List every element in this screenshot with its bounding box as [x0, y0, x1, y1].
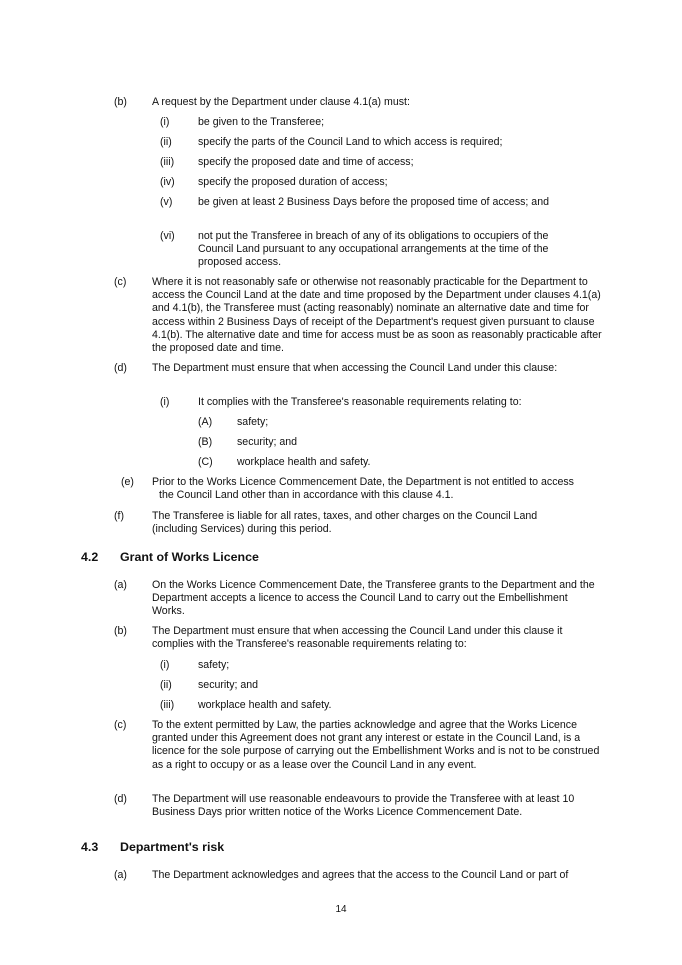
s42-b-iii-label: (iii): [160, 699, 175, 711]
s42-d-label: (d): [114, 793, 127, 805]
clause-f-label: (f): [114, 510, 124, 522]
s42-b-ii-text: security; and: [198, 679, 259, 691]
clause-b-iv-text: specify the proposed duration of access;: [198, 176, 388, 188]
s42-b-text: The Department must ensure that when accessing the Council Land under this clause it complies with the Transferee's reasonable requirements relating to:: [152, 625, 563, 651]
s42-b-label: (b): [114, 625, 127, 637]
s42-c-text: To the extent permitted by Law, the parties acknowledge and agree that the Works Licence granted under this Agreement does not grant any interest or estate in the Council Land, is a licence for the sole purpose of carrying out the Embellishment Works and is not to be construed as a right to occupy or as a lease over the Council Land in any event.: [152, 719, 600, 771]
clause-b-v-label: (v): [160, 196, 173, 208]
clause-d-label: (d): [114, 362, 127, 374]
s42-b-iii-text: workplace health and safety.: [198, 699, 332, 711]
clause-c-text: Where it is not reasonably safe or otherwise not reasonably practicable for the Department to access the Council Land at the date and time proposed by the Department under clauses 4.1(a) and 4.1(b), the Transferee must (acting reasonably) nominate an alternative date and time for access within 2 Business Days of receipt of the Department's request given pursuant to clause 4.1(b). The alternative date and time for access must be as soon as reasonably practicable after the proposed date and time.: [152, 276, 602, 355]
s42-d-text: The Department will use reasonable endeavours to provide the Transferee with at least 10 Business Days prior written notice of the Works Licence Commencement Date.: [152, 793, 575, 819]
clause-f-text: The Transferee is liable for all rates, taxes, and other charges on the Council Land (including Services) during this period.: [152, 510, 538, 536]
s42-a-label: (a): [114, 579, 127, 591]
clause-b-iv-label: (iv): [160, 176, 175, 188]
clause-d-i-B-text: security; and: [237, 436, 298, 448]
clause-b-ii-text: specify the parts of the Council Land to which access is required;: [198, 136, 503, 148]
clause-b-vi-text: not put the Transferee in breach of any of its obligations to occupiers of the Council Land pursuant to any occupational arrangements at the time of the proposed access.: [198, 230, 549, 269]
clause-e-text: Prior to the Works Licence Commencement Date, the Department is not entitled to access the Council Land other than in accordance with this clause 4.1.: [152, 476, 574, 502]
clause-d-i-label: (i): [160, 396, 170, 408]
section-4-2-title: Grant of Works Licence: [120, 550, 259, 564]
clause-b-iii-label: (iii): [160, 156, 175, 168]
clause-d-text: The Department must ensure that when accessing the Council Land under this clause:: [152, 362, 558, 374]
section-4-3-title: Department's risk: [120, 840, 225, 854]
s42-b-i-text: safety;: [198, 659, 230, 671]
clause-b-i-label: (i): [160, 116, 170, 128]
clause-d-i-C-text: workplace health and safety.: [237, 456, 371, 468]
clause-b-vi-label: (vi): [160, 230, 175, 242]
clause-e-label: (e): [121, 476, 134, 488]
clause-d-i-C-label: (C): [198, 456, 213, 468]
s42-c-label: (c): [114, 719, 127, 731]
clause-d-i-B-label: (B): [198, 436, 213, 448]
s43-a-label: (a): [114, 869, 127, 881]
section-4-2-number: 4.2: [81, 550, 99, 564]
clause-d-i-A-label: (A): [198, 416, 213, 428]
s42-b-i-label: (i): [160, 659, 170, 671]
s42-b-ii-label: (ii): [160, 679, 172, 691]
page-number: 14: [335, 904, 347, 915]
clause-d-i-A-text: safety;: [237, 416, 269, 428]
clause-b-text: A request by the Department under clause 4.1(a) must:: [152, 96, 410, 108]
clause-b-iii-text: specify the proposed date and time of access;: [198, 156, 414, 168]
clause-d-i-text: It complies with the Transferee's reasonable requirements relating to:: [198, 396, 522, 408]
clause-b-ii-label: (ii): [160, 136, 172, 148]
s42-a-text: On the Works Licence Commencement Date, the Transferee grants to the Department and the Department accepts a licence to access the Council Land to carry out the Embellishment Works.: [152, 579, 595, 618]
s43-a-text: The Department acknowledges and agrees that the access to the Council Land or part of: [152, 869, 569, 881]
clause-c-label: (c): [114, 276, 127, 288]
clause-b-v-text: be given at least 2 Business Days before the proposed time of access; and: [198, 196, 549, 208]
clause-b-i-text: be given to the Transferee;: [198, 116, 325, 128]
clause-b-label: (b): [114, 96, 127, 108]
section-4-3-number: 4.3: [81, 840, 99, 854]
